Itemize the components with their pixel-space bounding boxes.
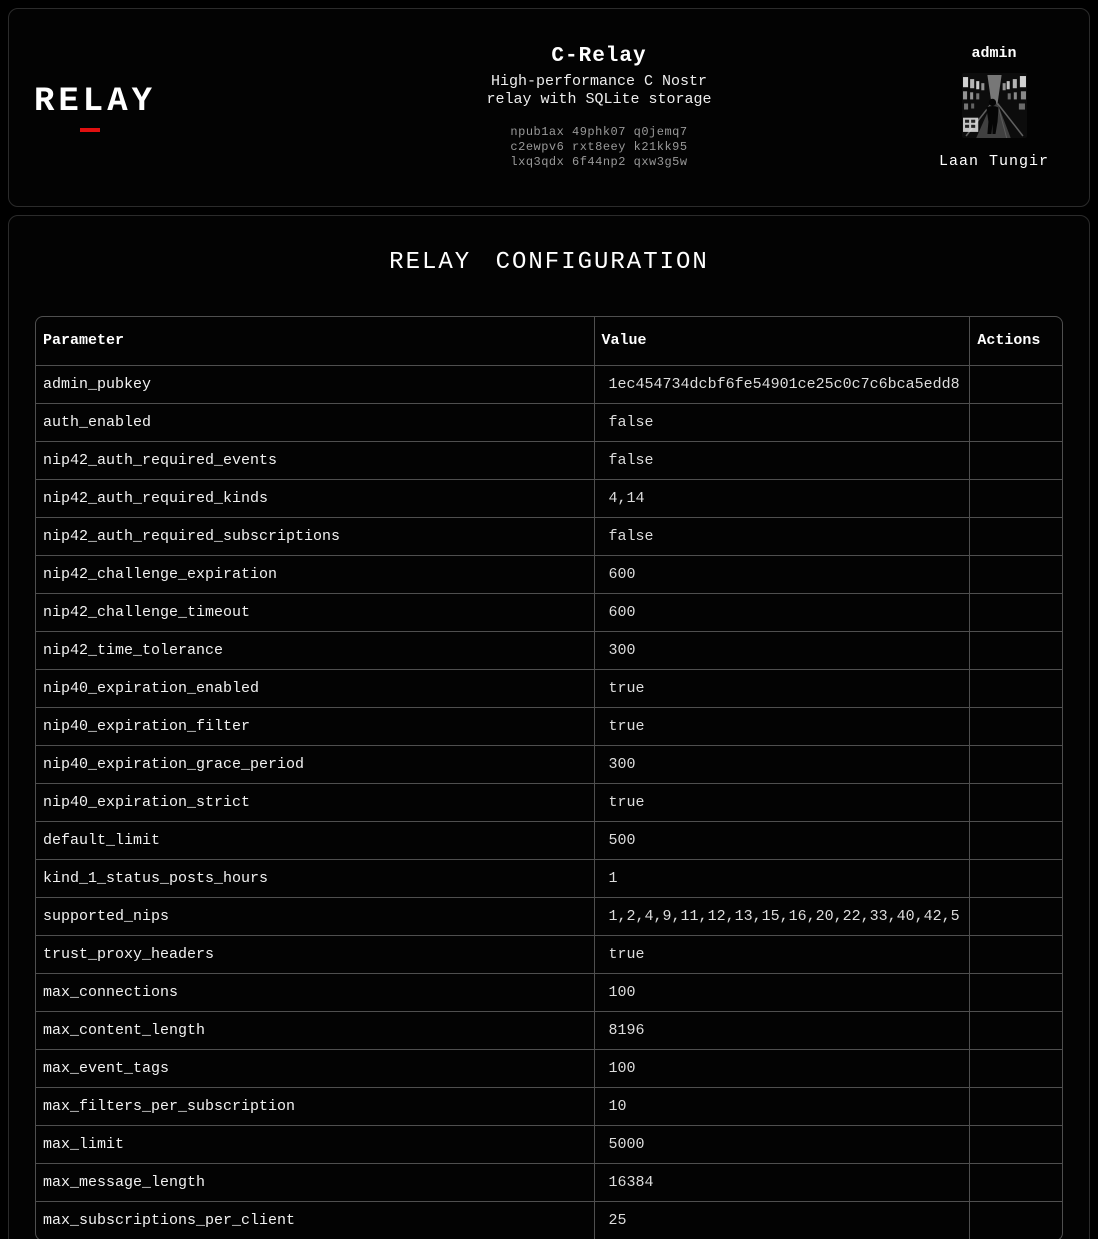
- table-row: [36, 1087, 1062, 1125]
- avatar-image: [962, 73, 1027, 138]
- parameter-cell: nip40_expiration_strict: [36, 783, 594, 821]
- actions-cell: [970, 631, 1062, 669]
- table-row: [36, 479, 1062, 517]
- actions-cell: [970, 1125, 1062, 1163]
- parameter-cell: max_subscriptions_per_client: [36, 1201, 594, 1239]
- value-cell: 300: [594, 631, 970, 669]
- table-row: [36, 1049, 1062, 1087]
- actions-cell: [970, 1011, 1062, 1049]
- value-cell: 1,2,4,9,11,12,13,15,16,20,22,33,40,42,5: [594, 897, 970, 935]
- value-cell: 1ec454734dcbf6fe54901ce25c0c7c6bca5edd8: [594, 365, 970, 403]
- value-cell: 300: [594, 745, 970, 783]
- header-card: [8, 8, 1090, 207]
- value-cell: true: [594, 935, 970, 973]
- admin-label: admin: [971, 45, 1017, 62]
- value-cell: false: [594, 517, 970, 555]
- parameter-cell: trust_proxy_headers: [36, 935, 594, 973]
- parameter-cell: auth_enabled: [36, 403, 594, 441]
- value-cell: true: [594, 783, 970, 821]
- value-cell: false: [594, 441, 970, 479]
- table-row: [36, 897, 1062, 935]
- config-card: [8, 215, 1090, 1239]
- actions-cell: [970, 593, 1062, 631]
- actions-cell: [970, 897, 1062, 935]
- value-cell: true: [594, 707, 970, 745]
- value-cell: false: [594, 403, 970, 441]
- config-table-body: [36, 365, 1062, 1239]
- actions-cell: [970, 859, 1062, 897]
- config-section-title: RELAY CONFIGURATION: [389, 249, 709, 276]
- actions-cell: [970, 821, 1062, 859]
- table-row: [36, 707, 1062, 745]
- npub-line: npub1ax 49phk07 q0jemq7: [510, 124, 688, 139]
- value-cell: 5000: [594, 1125, 970, 1163]
- actions-cell: [970, 935, 1062, 973]
- table-row: [36, 821, 1062, 859]
- actions-cell: [970, 517, 1062, 555]
- actions-cell: [970, 707, 1062, 745]
- value-cell: 4,14: [594, 479, 970, 517]
- admin-block: [924, 45, 1064, 170]
- parameter-cell: max_message_length: [36, 1163, 594, 1201]
- parameter-cell: max_event_tags: [36, 1049, 594, 1087]
- parameter-cell: nip40_expiration_filter: [36, 707, 594, 745]
- table-row: [36, 669, 1062, 707]
- table-row: [36, 1125, 1062, 1163]
- app-subtitle: High-performance C Nostr relay with SQLite storage: [486, 73, 712, 108]
- parameter-cell: max_connections: [36, 973, 594, 1011]
- value-cell: 16384: [594, 1163, 970, 1201]
- logo-red-underline: [80, 128, 100, 132]
- table-row: [36, 1163, 1062, 1201]
- actions-cell: [970, 973, 1062, 1011]
- value-cell: 500: [594, 821, 970, 859]
- value-cell: true: [594, 669, 970, 707]
- table-row: [36, 441, 1062, 479]
- table-row: [36, 555, 1062, 593]
- value-cell: 8196: [594, 1011, 970, 1049]
- parameter-cell: supported_nips: [36, 897, 594, 935]
- parameter-cell: nip42_challenge_expiration: [36, 555, 594, 593]
- actions-cell: [970, 1087, 1062, 1125]
- parameter-cell: nip40_expiration_grace_period: [36, 745, 594, 783]
- table-row: [36, 517, 1062, 555]
- actions-cell: [970, 745, 1062, 783]
- table-row: [36, 973, 1062, 1011]
- table-row: [36, 365, 1062, 403]
- parameter-cell: nip42_auth_required_events: [36, 441, 594, 479]
- actions-cell: [970, 555, 1062, 593]
- parameter-cell: nip42_time_tolerance: [36, 631, 594, 669]
- table-row: [36, 1011, 1062, 1049]
- table-row: [36, 631, 1062, 669]
- value-cell: 600: [594, 555, 970, 593]
- table-row: [36, 859, 1062, 897]
- column-header-value: Value: [594, 317, 970, 365]
- actions-cell: [970, 783, 1062, 821]
- value-cell: 10: [594, 1087, 970, 1125]
- column-header-actions: Actions: [970, 317, 1062, 365]
- value-cell: 25: [594, 1201, 970, 1239]
- admin-avatar: [924, 73, 1064, 138]
- actions-cell: [970, 365, 1062, 403]
- parameter-cell: nip42_auth_required_kinds: [36, 479, 594, 517]
- actions-cell: [970, 1049, 1062, 1087]
- app-title-block: [449, 45, 749, 169]
- npub-line: c2ewpv6 rxt8eey k21kk95: [510, 139, 688, 154]
- table-row: [36, 783, 1062, 821]
- logo-block: [34, 83, 274, 132]
- relay-npub: [449, 125, 749, 170]
- app-title: C-Relay: [551, 45, 647, 69]
- table-row: [36, 403, 1062, 441]
- parameter-cell: nip42_auth_required_subscriptions: [36, 517, 594, 555]
- value-cell: 100: [594, 973, 970, 1011]
- table-header-row: [36, 317, 1062, 365]
- parameter-cell: admin_pubkey: [36, 365, 594, 403]
- parameter-cell: default_limit: [36, 821, 594, 859]
- value-cell: 100: [594, 1049, 970, 1087]
- relay-logo: RELAY: [34, 83, 157, 121]
- parameter-cell: kind_1_status_posts_hours: [36, 859, 594, 897]
- table-row: [36, 745, 1062, 783]
- actions-cell: [970, 441, 1062, 479]
- table-row: [36, 935, 1062, 973]
- config-table: [35, 316, 1063, 1239]
- actions-cell: [970, 403, 1062, 441]
- value-cell: 1: [594, 859, 970, 897]
- column-header-parameter: Parameter: [36, 317, 594, 365]
- table-row: [36, 1201, 1062, 1239]
- parameter-cell: max_content_length: [36, 1011, 594, 1049]
- parameter-cell: max_limit: [36, 1125, 594, 1163]
- actions-cell: [970, 669, 1062, 707]
- actions-cell: [970, 1201, 1062, 1239]
- parameter-cell: max_filters_per_subscription: [36, 1087, 594, 1125]
- value-cell: 600: [594, 593, 970, 631]
- npub-line: lxq3qdx 6f44np2 qxw3g5w: [510, 154, 688, 169]
- admin-name: Laan Tungir: [938, 153, 1050, 170]
- actions-cell: [970, 479, 1062, 517]
- actions-cell: [970, 1163, 1062, 1201]
- parameter-cell: nip40_expiration_enabled: [36, 669, 594, 707]
- parameter-cell: nip42_challenge_timeout: [36, 593, 594, 631]
- table-row: [36, 593, 1062, 631]
